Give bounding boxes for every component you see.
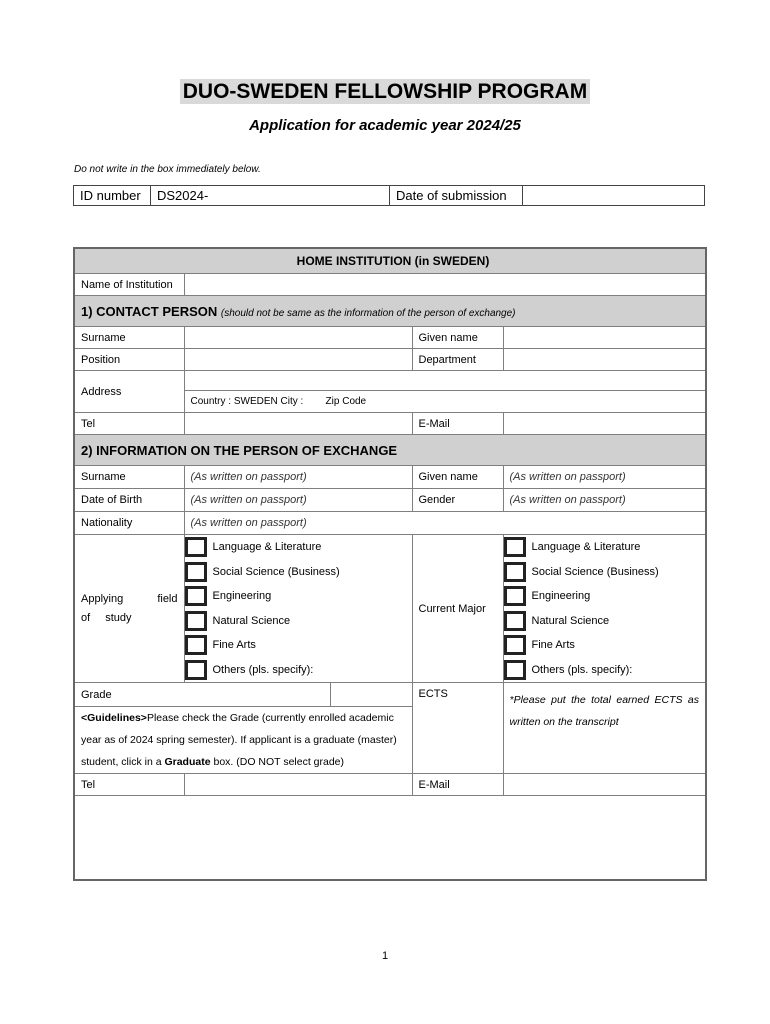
contact-given-name-field[interactable] — [503, 327, 706, 349]
exchange-gender-label: Gender — [412, 489, 503, 512]
checkbox[interactable] — [185, 660, 207, 680]
page-number: 1 — [381, 950, 389, 962]
id-box — [73, 185, 705, 206]
grade-field[interactable] — [330, 683, 412, 707]
exchange-gender-field[interactable]: (As written on passport) — [503, 489, 706, 512]
checkbox[interactable] — [504, 611, 526, 631]
major-option-0[interactable]: Language & Literature — [504, 535, 706, 560]
exchange-email-label: E-Mail — [412, 774, 503, 796]
ects-note[interactable]: *Please put the total earned ECTS as written on the transcript — [503, 683, 706, 774]
contact-address-field[interactable] — [184, 371, 706, 391]
exchange-given-name-label: Given name — [412, 466, 503, 489]
contact-email-label: E-Mail — [412, 413, 503, 435]
home-institution-heading: HOME INSTITUTION (in SWEDEN) — [74, 248, 706, 274]
major-option-3[interactable]: Natural Science — [504, 609, 706, 634]
applying-option-0[interactable]: Language & Literature — [185, 535, 412, 560]
exchange-dob-field[interactable]: (As written on passport) — [184, 489, 412, 512]
checkbox[interactable] — [504, 537, 526, 557]
exchange-given-name-field[interactable]: (As written on passport) — [503, 466, 706, 489]
exchange-email-field[interactable] — [503, 774, 706, 796]
applying-field-label: Applying field of study — [74, 535, 184, 683]
contact-address-label: Address — [74, 371, 184, 413]
grade-label: Grade — [74, 683, 330, 707]
current-major-label: Current Major — [412, 535, 503, 683]
applying-option-1[interactable]: Social Science (Business) — [185, 560, 412, 585]
id-number-field[interactable]: DS2024- — [151, 186, 390, 206]
contact-department-field[interactable] — [503, 349, 706, 371]
grade-guidelines: <Guidelines>Please check the Grade (currently enrolled academic year as of 2024 spring semester). If applicant is a graduate (master) student, click in a Graduate box. (DO NOT select grade) — [74, 707, 412, 774]
page-title: DUO-SWEDEN FELLOWSHIP PROGRAM — [0, 80, 770, 104]
exchange-surname-label: Surname — [74, 466, 184, 489]
contact-person-heading: 1) CONTACT PERSON (should not be same as the information of the person of exchange) — [74, 296, 706, 327]
applying-option-2[interactable]: Engineering — [185, 584, 412, 609]
major-option-4[interactable]: Fine Arts — [504, 633, 706, 658]
major-option-2[interactable]: Engineering — [504, 584, 706, 609]
contact-department-label: Department — [412, 349, 503, 371]
id-number-label: ID number — [74, 186, 151, 206]
date-of-submission-label: Date of submission — [390, 186, 523, 206]
exchange-nationality-label: Nationality — [74, 512, 184, 535]
contact-position-field[interactable] — [184, 349, 412, 371]
checkbox[interactable] — [504, 562, 526, 582]
date-of-submission-field[interactable] — [523, 186, 705, 206]
blank-area[interactable] — [74, 796, 706, 880]
contact-tel-field[interactable] — [184, 413, 412, 435]
checkbox[interactable] — [504, 635, 526, 655]
checkbox[interactable] — [185, 562, 207, 582]
exchange-surname-field[interactable]: (As written on passport) — [184, 466, 412, 489]
major-option-1[interactable]: Social Science (Business) — [504, 560, 706, 585]
current-major-options — [503, 535, 706, 683]
institution-name-label: Name of Institution — [74, 274, 184, 296]
exchange-dob-label: Date of Birth — [74, 489, 184, 512]
contact-given-name-label: Given name — [412, 327, 503, 349]
exchange-tel-label: Tel — [74, 774, 184, 796]
checkbox[interactable] — [185, 586, 207, 606]
applying-option-5[interactable]: Others (pls. specify): — [185, 658, 412, 683]
contact-address-line[interactable]: Country : SWEDEN City : Zip Code — [184, 391, 706, 413]
applying-option-3[interactable]: Natural Science — [185, 609, 412, 634]
checkbox[interactable] — [504, 660, 526, 680]
contact-surname-field[interactable] — [184, 327, 412, 349]
checkbox[interactable] — [185, 635, 207, 655]
contact-tel-label: Tel — [74, 413, 184, 435]
checkbox[interactable] — [185, 537, 207, 557]
exchange-person-heading: 2) INFORMATION ON THE PERSON OF EXCHANGE — [74, 435, 706, 466]
institution-name-field[interactable] — [184, 274, 706, 296]
ects-label: ECTS — [412, 683, 503, 774]
exchange-nationality-field[interactable]: (As written on passport) — [184, 512, 706, 535]
major-option-5[interactable]: Others (pls. specify): — [504, 658, 706, 683]
application-form — [73, 247, 707, 881]
checkbox[interactable] — [504, 586, 526, 606]
office-note: Do not write in the box immediately below. — [74, 164, 261, 175]
contact-email-field[interactable] — [503, 413, 706, 435]
contact-surname-label: Surname — [74, 327, 184, 349]
page-subtitle: Application for academic year 2024/25 — [249, 117, 521, 134]
checkbox[interactable] — [185, 611, 207, 631]
contact-position-label: Position — [74, 349, 184, 371]
exchange-tel-field[interactable] — [184, 774, 412, 796]
applying-field-options — [184, 535, 412, 683]
applying-option-4[interactable]: Fine Arts — [185, 633, 412, 658]
